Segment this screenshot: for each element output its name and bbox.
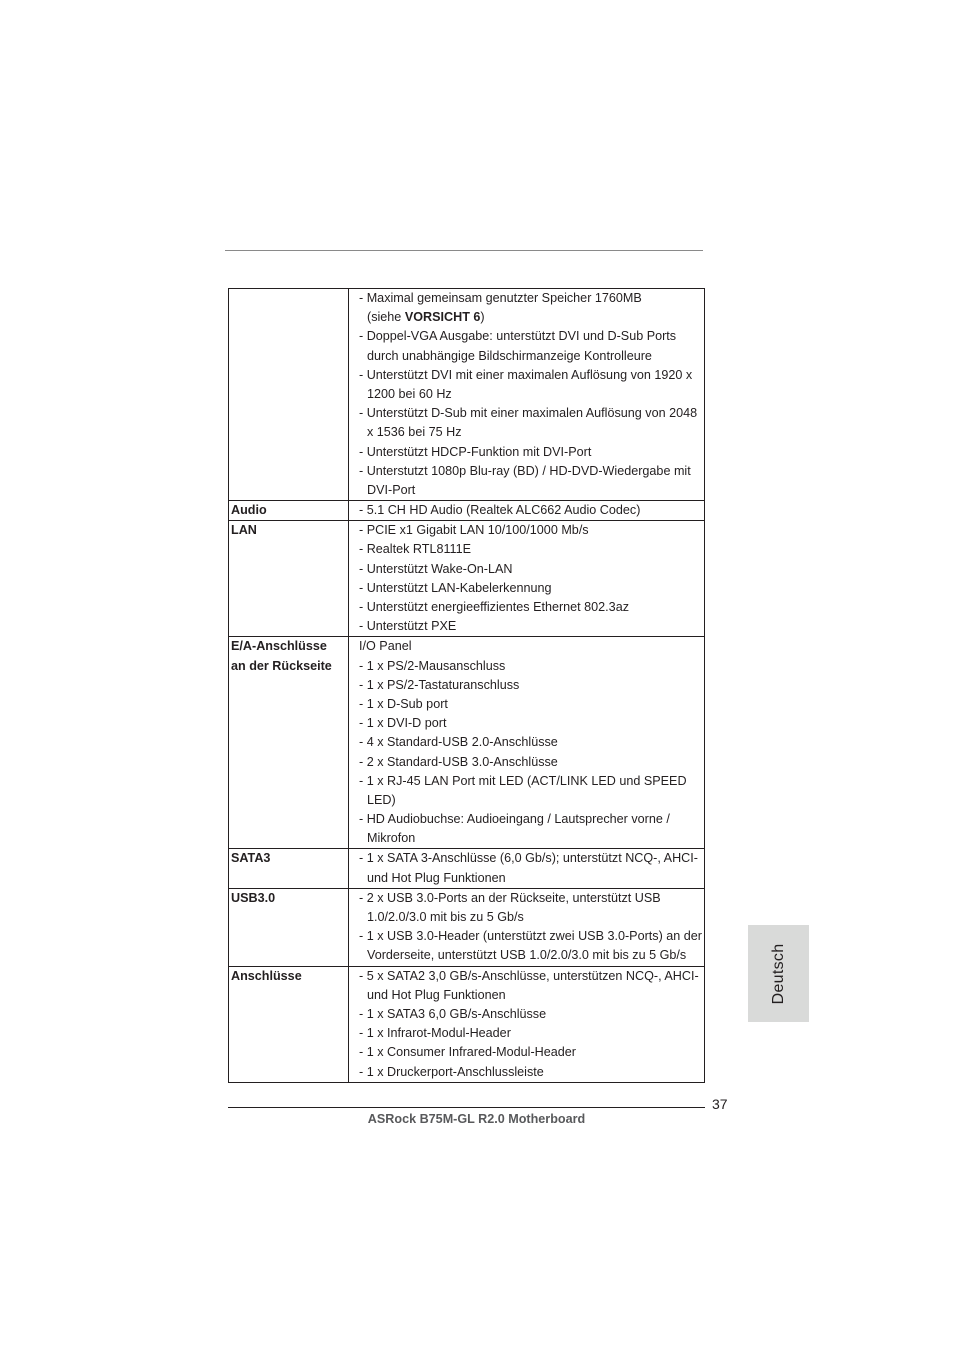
spec-line	[359, 598, 704, 617]
spec-line	[359, 695, 704, 714]
spec-line	[359, 829, 704, 848]
spec-row	[229, 849, 705, 888]
spec-line-text: - Unterstützt LAN-Kabelerkennung	[359, 580, 552, 595]
spec-line-text: - Unterstutzt 1080p Blu-ray (BD) / HD-DVD-Wiedergabe mit	[359, 463, 691, 478]
spec-line-text: - 4 x Standard-USB 2.0-Anschlüsse	[359, 735, 558, 750]
spec-line-text: - Realtek RTL8111E	[359, 542, 472, 557]
spec-line	[359, 676, 704, 695]
spec-line	[359, 501, 704, 520]
spec-row	[229, 501, 705, 521]
spec-line	[359, 637, 704, 656]
spec-line	[359, 423, 704, 442]
spec-content-cell	[349, 888, 705, 966]
spec-content-cell	[349, 501, 705, 521]
spec-label: SATA3	[231, 851, 271, 866]
spec-line-suffix: )	[480, 310, 485, 325]
spec-line	[359, 946, 704, 965]
spec-line-text: - 1 x PS/2-Tastaturanschluss	[359, 677, 520, 692]
spec-content-cell	[349, 849, 705, 888]
spec-label-cell	[229, 888, 349, 966]
spec-line	[359, 1005, 704, 1024]
spec-line-text: - Unterstützt DVI mit einer maximalen Auflösung von 1920 x	[359, 367, 693, 382]
spec-line	[359, 385, 704, 404]
spec-line-text: - 1 x Druckerport-Anschlussleiste	[359, 1064, 544, 1079]
spec-content-cell	[349, 966, 705, 1082]
spec-line-text: - Unterstützt D-Sub mit einer maximalen Auflösung von 2048	[359, 406, 698, 421]
spec-row	[229, 521, 705, 637]
page-number: 37	[712, 1096, 728, 1112]
top-rule	[225, 250, 703, 251]
spec-line-text: und Hot Plug Funktionen	[367, 870, 506, 885]
spec-label-cell	[229, 501, 349, 521]
spec-line-text: - 5 x SATA2 3,0 GB/s-Anschlüsse, unterstützen NCQ-, AHCI-	[359, 968, 699, 983]
spec-line-text: - 1 x RJ-45 LAN Port mit LED (ACT/LINK LED und SPEED	[359, 773, 687, 788]
spec-line	[359, 967, 704, 986]
spec-line	[359, 1043, 704, 1062]
spec-line	[359, 347, 704, 366]
spec-line-text: - 2 x Standard-USB 3.0-Anschlüsse	[359, 754, 558, 769]
spec-line-text: - 1 x SATA3 6,0 GB/s-Anschlüsse	[359, 1006, 547, 1021]
spec-line	[359, 791, 704, 810]
spec-line-text: LED)	[367, 792, 396, 807]
spec-line	[359, 560, 704, 579]
spec-line-text: - PCIE x1 Gigabit LAN 10/100/1000 Mb/s	[359, 523, 589, 538]
language-tab-label: Deutsch	[769, 943, 787, 1004]
bottom-rule	[228, 1107, 705, 1108]
spec-line	[359, 927, 704, 946]
spec-line	[359, 579, 704, 598]
spec-line	[359, 810, 704, 829]
spec-line	[359, 889, 704, 908]
spec-label: an der Rückseite	[231, 658, 332, 673]
spec-line-text: - Unterstützt Wake-On-LAN	[359, 561, 513, 576]
spec-line	[359, 772, 704, 791]
spec-line-text: - 1 x Infrarot-Modul-Header	[359, 1026, 511, 1041]
spec-line	[359, 849, 704, 868]
spec-line	[359, 986, 704, 1005]
spec-line-text: DVI-Port	[367, 482, 416, 497]
spec-line	[359, 908, 704, 927]
spec-row	[229, 888, 705, 966]
spec-line-text: - Unterstützt HDCP-Funktion mit DVI-Port	[359, 444, 592, 459]
spec-line	[359, 462, 704, 481]
spec-content-cell	[349, 521, 705, 637]
spec-line	[359, 521, 704, 540]
spec-line	[359, 327, 704, 346]
spec-label: E/A-Anschlüsse	[231, 639, 327, 654]
spec-line-text: 1200 bei 60 Hz	[367, 386, 452, 401]
spec-label: USB3.0	[231, 890, 276, 905]
spec-line	[359, 753, 704, 772]
spec-content-cell	[349, 289, 705, 501]
spec-line-text: Mikrofon	[367, 831, 416, 846]
spec-line	[359, 617, 704, 636]
spec-line-bold: VORSICHT 6	[404, 310, 481, 325]
spec-label-cell	[229, 849, 349, 888]
spec-line	[359, 1063, 704, 1082]
spec-line-text: durch unabhängige Bildschirmanzeige Kontrolleure	[367, 348, 652, 363]
spec-line-text: Vorderseite, unterstützt USB 1.0/2.0/3.0 mit bis zu 5 Gb/s	[367, 948, 687, 963]
spec-table	[228, 288, 705, 1083]
spec-label: Anschlüsse	[231, 968, 302, 983]
spec-line	[359, 714, 704, 733]
spec-line	[359, 540, 704, 559]
spec-line-text: - 5.1 CH HD Audio (Realtek ALC662 Audio Codec)	[359, 503, 641, 518]
language-tab	[748, 925, 809, 1022]
spec-line-text: - 1 x DVI-D port	[359, 716, 447, 731]
spec-line	[359, 308, 704, 327]
spec-line-text: - HD Audiobuchse: Audioeingang / Lautsprecher vorne /	[359, 812, 670, 827]
spec-row	[229, 966, 705, 1082]
spec-line-text: - Doppel-VGA Ausgabe: unterstützt DVI und D-Sub Ports	[359, 329, 677, 344]
spec-line	[359, 404, 704, 423]
spec-label-cell	[229, 521, 349, 637]
spec-table-body	[229, 289, 705, 1083]
spec-label: LAN	[231, 523, 257, 538]
spec-label: Audio	[231, 503, 267, 518]
spec-line-text: - 1 x USB 3.0-Header (unterstützt zwei USB 3.0-Ports) an der	[359, 929, 702, 944]
spec-line-text: (siehe	[367, 310, 405, 325]
spec-row	[229, 289, 705, 501]
spec-line-text: - Unterstützt energieeffizientes Ethernet 802.3az	[359, 600, 629, 614]
spec-line	[359, 1024, 704, 1043]
footer-product-name: ASRock B75M-GL R2.0 Motherboard	[367, 1112, 586, 1126]
spec-line-text: I/O Panel	[359, 639, 412, 654]
spec-line-text: x 1536 bei 75 Hz	[367, 425, 462, 440]
spec-line-text: - 2 x USB 3.0-Ports an der Rückseite, unterstützt USB	[359, 890, 661, 905]
spec-line	[359, 366, 704, 385]
spec-line	[359, 733, 704, 752]
spec-label-cell	[229, 966, 349, 1082]
spec-line	[359, 443, 704, 462]
spec-label-cell	[229, 637, 349, 849]
spec-line-text: - 1 x D-Sub port	[359, 696, 448, 711]
spec-line-text: - 1 x SATA 3-Anschlüsse (6,0 Gb/s); unterstützt NCQ-, AHCI-	[359, 851, 698, 866]
spec-line-text: und Hot Plug Funktionen	[367, 987, 506, 1002]
spec-line	[359, 289, 704, 308]
spec-line	[359, 869, 704, 888]
spec-line-text: - 1 x PS/2-Mausanschluss	[359, 658, 506, 673]
spec-line-text: - Maximal gemeinsam genutzter Speicher 1760MB	[359, 291, 642, 305]
spec-line	[359, 481, 704, 500]
spec-label-cell	[229, 289, 349, 501]
spec-content-cell	[349, 637, 705, 849]
spec-row	[229, 637, 705, 849]
spec-line-text: - 1 x Consumer Infrared-Modul-Header	[359, 1045, 576, 1060]
spec-line-text: - Unterstützt PXE	[359, 619, 457, 634]
spec-line	[359, 657, 704, 676]
spec-line-text: 1.0/2.0/3.0 mit bis zu 5 Gb/s	[367, 910, 524, 924]
